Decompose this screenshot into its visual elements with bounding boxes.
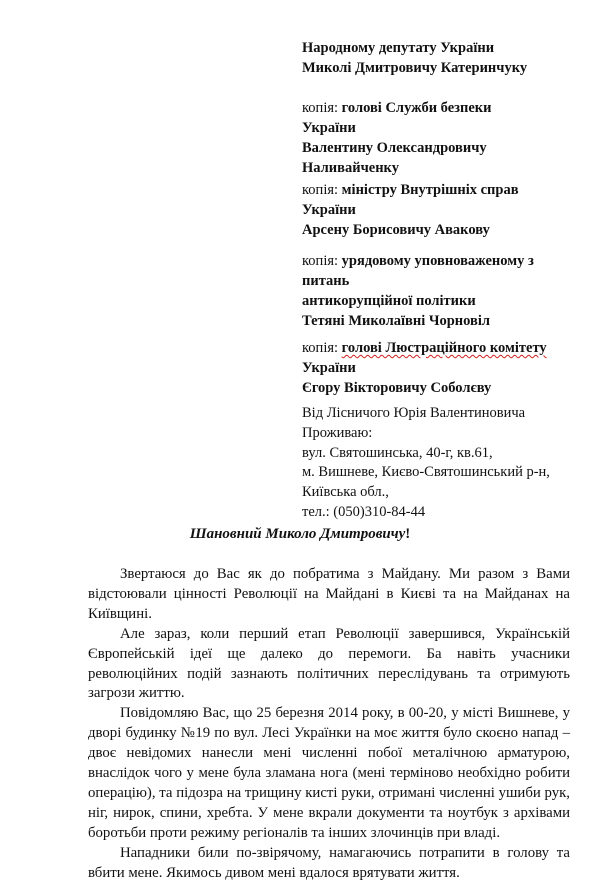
addressee-line: Тетяні Миколаївні Чорновіл xyxy=(302,313,491,329)
address-street: вул. Святошинська, 40-г, кв.61, xyxy=(302,444,493,461)
copy-prefix: копія: xyxy=(302,100,342,116)
addressee-line: Миколі Дмитровичу Катеринчуку xyxy=(302,60,528,76)
copy-prefix: копія: xyxy=(302,340,342,356)
addressee-line: антикорупційної політики xyxy=(302,293,476,309)
addressee-line: міністру Внутрішніх справ xyxy=(341,182,519,198)
sender-name: Від Лісничого Юрія Валентиновича xyxy=(302,405,526,421)
addressee-line: України xyxy=(302,120,356,136)
greeting xyxy=(0,524,600,544)
addressee-line: України xyxy=(302,202,356,218)
letter-body xyxy=(88,565,570,884)
addressee-line: питань xyxy=(302,273,350,289)
phone: тел.: (050)310-84-44 xyxy=(302,503,426,520)
addressee-line: України xyxy=(302,360,356,376)
addressee-line: Наливайченку xyxy=(302,160,399,176)
address-city: м. Вишневе, Києво-Святошинський р-н, xyxy=(302,464,550,481)
address-region: Київська обл., xyxy=(302,484,389,501)
addressee-line: Народному депутату України xyxy=(302,40,495,56)
body-paragraph: Але зараз, коли перший етап Революції завершився, Українській Європейській ідеї ще далеко до перемоги. Ба навіть учасники революційних подій зазнають політичних переслідувань та отримують загрози життю. xyxy=(88,625,570,702)
sender-block xyxy=(302,404,587,523)
addressee-deputy xyxy=(302,38,587,78)
addressee-sbu xyxy=(302,98,587,178)
addressee-line: голові Служби безпеки xyxy=(341,100,492,116)
addressee-anticorruption xyxy=(302,251,587,331)
greeting-text: Шановний Миколо Дмитровичу xyxy=(189,526,406,542)
body-paragraph: Нападники били по-звірячому, намагаючись потрапити в голову та вбити мене. Якимось дивом мені вдалося врятувати життя. xyxy=(88,844,570,881)
addressee-line: Валентину Олександровичу xyxy=(302,140,487,156)
body-paragraph: Повідомляю Вас, що 25 березня 2014 року, в 00-20, у місті Вишневе, у дворі будинку №19 по вул. Лесі Українки на моє життя було скоєно напад – двоє невідомих нанесли мені численні побої металічною арматурою, внаслідок чого у мене була зламана нога (мені терміново необхідно робити операцію), та підозра на трищину кисті руки, отримані численні ушиби рук, ніг, нирок, спини, хребта. У мене вкрали документи та ноутбук з архівами боротьби проти режиму регіоналів та інших злочинців при владі. xyxy=(88,705,570,841)
body-paragraph: Звертаюся до Вас як до побратима з Майдану. Ми разом з Вами відстоювали цінності Революції на Майдані в Києві та на Майданах на Київщині. xyxy=(88,566,570,622)
copy-prefix: копія: xyxy=(302,182,342,198)
addressee-line: Єгору Вікторовичу Соболєву xyxy=(302,380,492,396)
residence-label: Проживаю: xyxy=(302,424,373,441)
addressee-interior-minister xyxy=(302,180,587,240)
copy-prefix: копія: xyxy=(302,253,342,269)
addressee-line: Арсену Борисовичу Авакову xyxy=(302,222,490,238)
addressee-line: голові Люстраційного комітету xyxy=(341,340,547,356)
greeting-exclamation: ! xyxy=(405,526,411,542)
addressee-lustration xyxy=(302,338,587,398)
addressee-line: урядовому уповноваженому з xyxy=(341,253,534,269)
